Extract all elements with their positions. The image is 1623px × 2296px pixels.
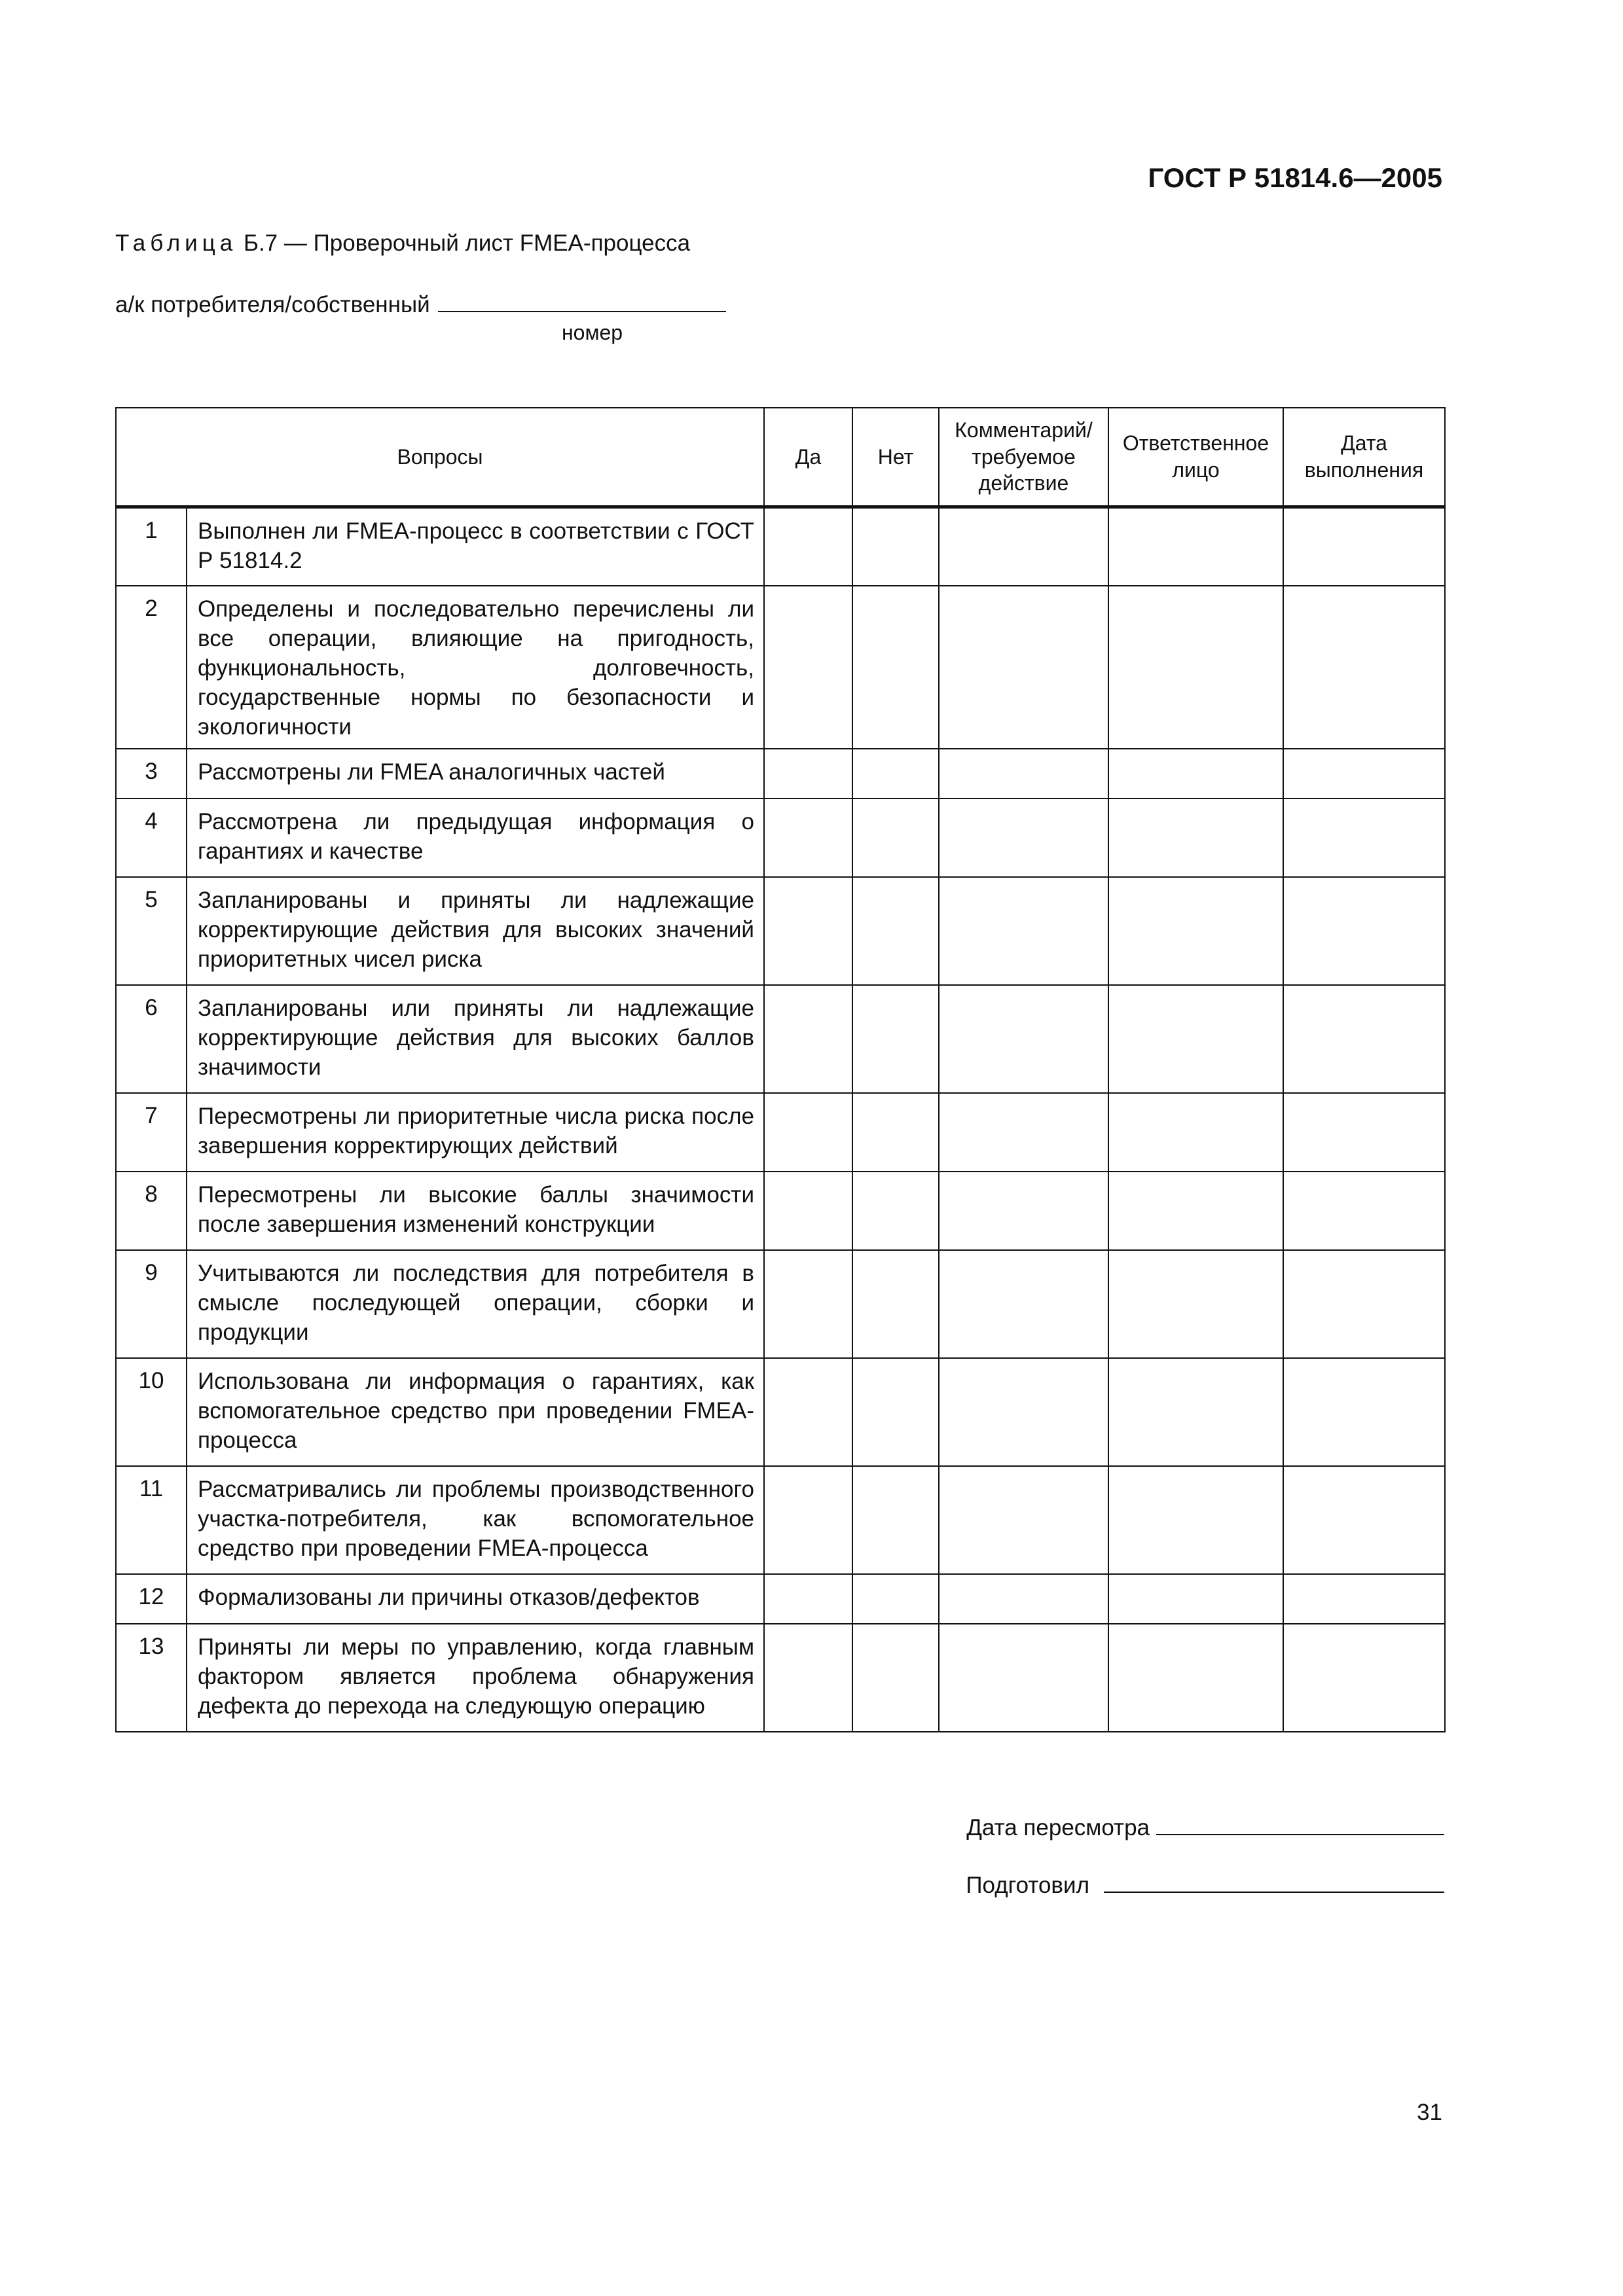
ak-label: а/к потребителя/собственный	[115, 292, 430, 317]
row-number: 12	[116, 1574, 187, 1624]
row-question: Выполнен ли FMEA-процесс в соответствии с ГОСТ Р 51814.2	[187, 507, 764, 586]
table-header-row	[116, 408, 1445, 507]
date-cell[interactable]	[1283, 1250, 1445, 1358]
no-cell[interactable]	[852, 1172, 939, 1250]
checklist-table	[115, 407, 1446, 1732]
date-cell[interactable]	[1283, 1574, 1445, 1624]
table-row	[116, 1466, 1445, 1574]
prepared-by-line[interactable]	[1104, 1872, 1444, 1893]
date-cell[interactable]	[1283, 586, 1445, 749]
header-questions: Вопросы	[116, 408, 764, 507]
table-row	[116, 1358, 1445, 1466]
row-question: Формализованы ли причины отказов/дефектов	[187, 1574, 764, 1624]
row-question: Запланированы или приняты ли надлежащие корректирующие действия для высоких баллов значимости	[187, 985, 764, 1093]
date-cell[interactable]	[1283, 985, 1445, 1093]
table-caption	[115, 230, 690, 257]
table-row	[116, 1093, 1445, 1172]
responsible-cell[interactable]	[1108, 1093, 1283, 1172]
responsible-cell[interactable]	[1108, 1466, 1283, 1574]
date-cell[interactable]	[1283, 798, 1445, 877]
comment-cell[interactable]	[939, 1466, 1108, 1574]
yes-cell[interactable]	[764, 1358, 852, 1466]
table-row	[116, 1574, 1445, 1624]
row-question: Приняты ли меры по управлению, когда главным фактором является проблема обнаружения дефекта до перехода на следующую операцию	[187, 1624, 764, 1732]
yes-cell[interactable]	[764, 798, 852, 877]
no-cell[interactable]	[852, 1624, 939, 1732]
responsible-cell[interactable]	[1108, 1172, 1283, 1250]
review-date-field	[966, 1814, 1444, 1841]
review-date-label: Дата пересмотра	[966, 1815, 1150, 1840]
row-question: Рассмотрена ли предыдущая информация о гарантиях и качестве	[187, 798, 764, 877]
comment-cell[interactable]	[939, 985, 1108, 1093]
comment-cell[interactable]	[939, 507, 1108, 586]
responsible-cell[interactable]	[1108, 586, 1283, 749]
page-number: 31	[1417, 2100, 1442, 2125]
ak-number-line[interactable]	[438, 291, 726, 312]
date-cell[interactable]	[1283, 1093, 1445, 1172]
responsible-cell[interactable]	[1108, 877, 1283, 985]
date-cell[interactable]	[1283, 1358, 1445, 1466]
comment-cell[interactable]	[939, 1574, 1108, 1624]
comment-cell[interactable]	[939, 1093, 1108, 1172]
prepared-by-label: Подготовил	[966, 1873, 1089, 1898]
responsible-cell[interactable]	[1108, 1358, 1283, 1466]
table-row	[116, 749, 1445, 798]
date-cell[interactable]	[1283, 1624, 1445, 1732]
comment-cell[interactable]	[939, 1172, 1108, 1250]
responsible-cell[interactable]	[1108, 1574, 1283, 1624]
row-number: 10	[116, 1358, 187, 1466]
yes-cell[interactable]	[764, 1466, 852, 1574]
date-cell[interactable]	[1283, 507, 1445, 586]
row-question: Рассмотрены ли FMEA аналогичных частей	[187, 749, 764, 798]
comment-cell[interactable]	[939, 1358, 1108, 1466]
yes-cell[interactable]	[764, 1250, 852, 1358]
row-question: Использована ли информация о гарантиях, как вспомогательное средство при проведении FMEA-процесса	[187, 1358, 764, 1466]
no-cell[interactable]	[852, 749, 939, 798]
row-number: 9	[116, 1250, 187, 1358]
ak-sublabel: номер	[562, 321, 623, 344]
table-row	[116, 1624, 1445, 1732]
row-number: 4	[116, 798, 187, 877]
table-row	[116, 507, 1445, 586]
responsible-cell[interactable]	[1108, 749, 1283, 798]
responsible-cell[interactable]	[1108, 1624, 1283, 1732]
header-yes: Да	[764, 408, 852, 507]
comment-cell[interactable]	[939, 798, 1108, 877]
row-number: 3	[116, 749, 187, 798]
yes-cell[interactable]	[764, 877, 852, 985]
comment-cell[interactable]	[939, 586, 1108, 749]
row-question: Учитываются ли последствия для потребителя в смысле последующей операции, сборки и продукции	[187, 1250, 764, 1358]
row-number: 11	[116, 1466, 187, 1574]
table-row	[116, 1250, 1445, 1358]
caption-text: Б.7 — Проверочный лист FMEA-процесса	[243, 230, 691, 256]
comment-cell[interactable]	[939, 749, 1108, 798]
responsible-cell[interactable]	[1108, 1250, 1283, 1358]
no-cell[interactable]	[852, 985, 939, 1093]
row-number: 7	[116, 1093, 187, 1172]
yes-cell[interactable]	[764, 507, 852, 586]
row-number: 6	[116, 985, 187, 1093]
no-cell[interactable]	[852, 1250, 939, 1358]
no-cell[interactable]	[852, 1358, 939, 1466]
standard-number: ГОСТ Р 51814.6—2005	[1148, 162, 1442, 193]
comment-cell[interactable]	[939, 877, 1108, 985]
row-question: Пересмотрены ли высокие баллы значимости после завершения изменений конструкции	[187, 1172, 764, 1250]
caption-prefix: Таблица	[115, 230, 238, 256]
yes-cell[interactable]	[764, 1172, 852, 1250]
table-row	[116, 798, 1445, 877]
date-cell[interactable]	[1283, 749, 1445, 798]
header-no: Нет	[852, 408, 939, 507]
responsible-cell[interactable]	[1108, 985, 1283, 1093]
table-row	[116, 877, 1445, 985]
row-number: 8	[116, 1172, 187, 1250]
ak-field	[115, 291, 726, 318]
no-cell[interactable]	[852, 798, 939, 877]
review-date-line[interactable]	[1156, 1814, 1444, 1835]
no-cell[interactable]	[852, 1093, 939, 1172]
yes-cell[interactable]	[764, 1624, 852, 1732]
date-cell[interactable]	[1283, 1466, 1445, 1574]
responsible-cell[interactable]	[1108, 798, 1283, 877]
no-cell[interactable]	[852, 507, 939, 586]
date-cell[interactable]	[1283, 1172, 1445, 1250]
row-question: Запланированы и приняты ли надлежащие корректирующие действия для высоких значений приоритетных чисел риска	[187, 877, 764, 985]
no-cell[interactable]	[852, 1466, 939, 1574]
no-cell[interactable]	[852, 1574, 939, 1624]
prepared-by-field	[966, 1872, 1444, 1899]
no-cell[interactable]	[852, 586, 939, 749]
responsible-cell[interactable]	[1108, 507, 1283, 586]
table-row	[116, 985, 1445, 1093]
yes-cell[interactable]	[764, 985, 852, 1093]
yes-cell[interactable]	[764, 1093, 852, 1172]
header-comment: Комментарий/ требуемое действие	[939, 408, 1108, 507]
no-cell[interactable]	[852, 877, 939, 985]
comment-cell[interactable]	[939, 1250, 1108, 1358]
comment-cell[interactable]	[939, 1624, 1108, 1732]
row-number: 1	[116, 507, 187, 586]
row-number: 5	[116, 877, 187, 985]
yes-cell[interactable]	[764, 749, 852, 798]
yes-cell[interactable]	[764, 1574, 852, 1624]
row-question: Пересмотрены ли приоритетные числа риска после завершения корректирующих действий	[187, 1093, 764, 1172]
row-number: 13	[116, 1624, 187, 1732]
table-row	[116, 586, 1445, 749]
yes-cell[interactable]	[764, 586, 852, 749]
date-cell[interactable]	[1283, 877, 1445, 985]
header-date: Дата выполнения	[1283, 408, 1445, 507]
header-responsible: Ответственное лицо	[1108, 408, 1283, 507]
table-row	[116, 1172, 1445, 1250]
row-number: 2	[116, 586, 187, 749]
row-question: Определены и последовательно перечислены ли все операции, влияющие на пригодность, функциональность, долговечность, государственные нормы по безопасности и экологичности	[187, 586, 764, 749]
row-question: Рассматривались ли проблемы производственного участка-потребителя, как вспомогательное средство при проведении FMEA-процесса	[187, 1466, 764, 1574]
